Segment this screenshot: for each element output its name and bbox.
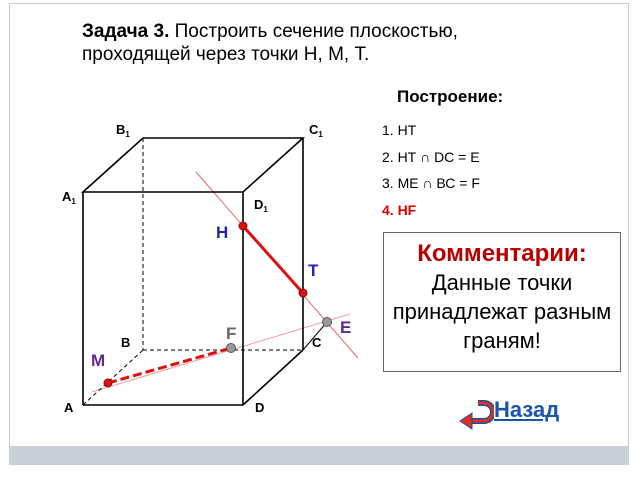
step-4: 4. НF: [382, 201, 417, 218]
label-e: E: [340, 318, 352, 337]
label-a1: $A_1$: [62, 189, 76, 206]
edge-dc: [243, 350, 303, 405]
point-m: [104, 379, 112, 387]
label-b: B: [121, 335, 131, 350]
label-c1: $C_1$: [309, 122, 323, 139]
segment-ht: [243, 226, 303, 293]
comment-text: Данные точки принадлежат разным граням!: [392, 270, 612, 353]
construction-heading: Построение:: [397, 87, 504, 106]
label-d1: $D_1$: [254, 197, 268, 214]
label-f: F: [226, 324, 237, 343]
label-t: T: [308, 261, 319, 280]
label-c: C: [312, 335, 322, 350]
task-label: Задача 3.: [82, 21, 170, 42]
point-e: [323, 318, 332, 327]
label-h: H: [216, 223, 229, 242]
label-d: D: [255, 400, 265, 415]
line-me-extension: [92, 314, 350, 392]
label-m: M: [91, 351, 106, 370]
step-2: 2. НТ ∩ DС = Е: [382, 148, 480, 165]
task-text: Построить сечение плоскостью, проходящей через точки Н, М, Т.: [82, 21, 458, 65]
top-face: [83, 138, 303, 192]
label-a: A: [64, 400, 74, 415]
step-3: 3. МЕ ∩ ВС = F: [382, 175, 480, 191]
point-f: [227, 344, 236, 353]
step-1: 1. НТ: [382, 122, 417, 138]
comment-title: Комментарии:: [417, 240, 587, 267]
back-label[interactable]: Назад: [494, 397, 560, 422]
point-t: [299, 289, 307, 297]
point-h: [239, 222, 247, 230]
label-b1: $B_1$: [116, 122, 130, 139]
